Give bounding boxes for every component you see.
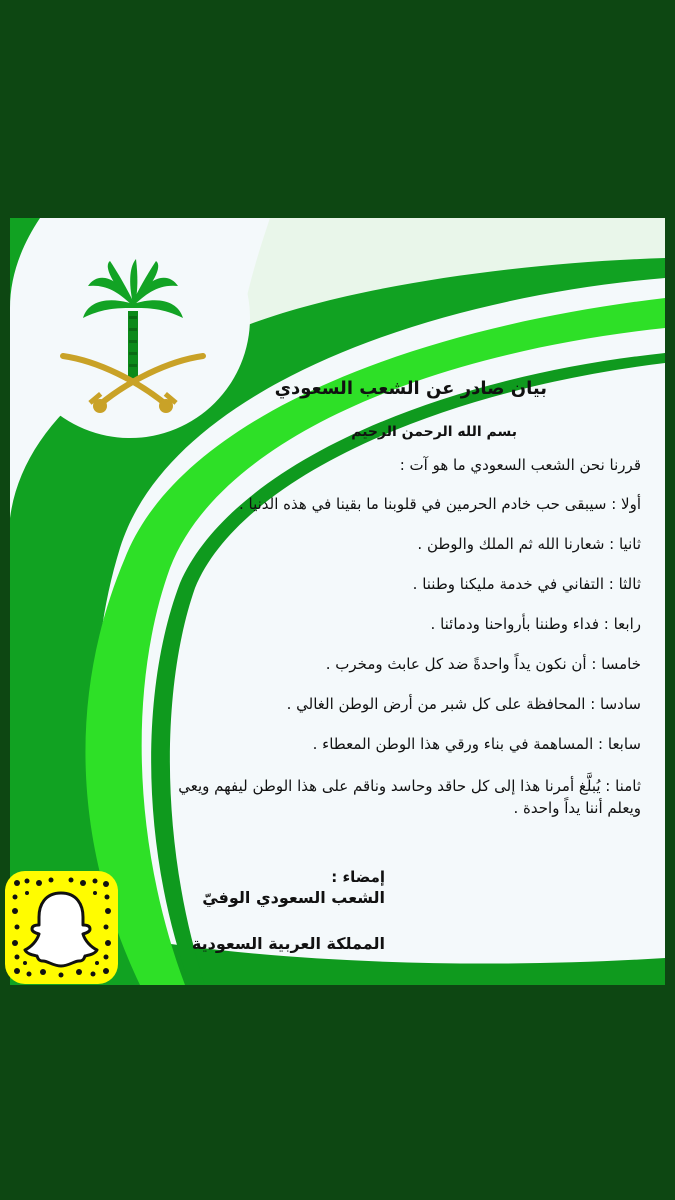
list-item: رابعا : فداء وطننا بأرواحنا ودمائنا . — [430, 615, 641, 633]
list-item: سادسا : المحافظة على كل شبر من أرض الوطن الغالي . — [286, 695, 641, 713]
list-item: ثامنا : يُبلَّغ أمرنا هذا إلى كل حاقد وحاسد وناقم على هذا الوطن ليفهم ويعي ويعلم أننا يداً واحدة . — [178, 777, 641, 817]
signature-block — [192, 868, 385, 953]
list-item: ثانيا : شعارنا الله ثم الملك والوطن . — [417, 535, 641, 553]
saudi-emblem-palm-swords-icon — [58, 256, 208, 426]
list-item: ثالثا : التفاني في خدمة مليكنا وطننا . — [412, 575, 641, 593]
statement-body — [121, 456, 641, 819]
list-item: سابعا : المساهمة في بناء ورقي هذا الوطن المعطاء . — [312, 735, 641, 753]
intro-line: قررنا نحن الشعب السعودي ما هو آت : — [399, 456, 641, 474]
statement-document — [10, 218, 665, 985]
document-title: بيان صادر عن الشعب السعودي — [274, 378, 547, 399]
signature-country: المملكة العربية السعودية — [191, 934, 385, 953]
bismillah-heading: بسم الله الرحمن الرحيم — [351, 424, 517, 440]
snapchat-ghost-icon — [5, 871, 118, 984]
list-item: خامسا : أن نكون يداً واحدةً ضد كل عابث ومخرب . — [325, 655, 641, 673]
signature-name: الشعب السعودي الوفيّ — [202, 888, 385, 907]
signature-label: إمضاء : — [331, 868, 385, 886]
list-item: أولا : سيبقى حب خادم الحرمين في قلوبنا ما بقينا في هذه الدنيا . — [239, 495, 641, 513]
